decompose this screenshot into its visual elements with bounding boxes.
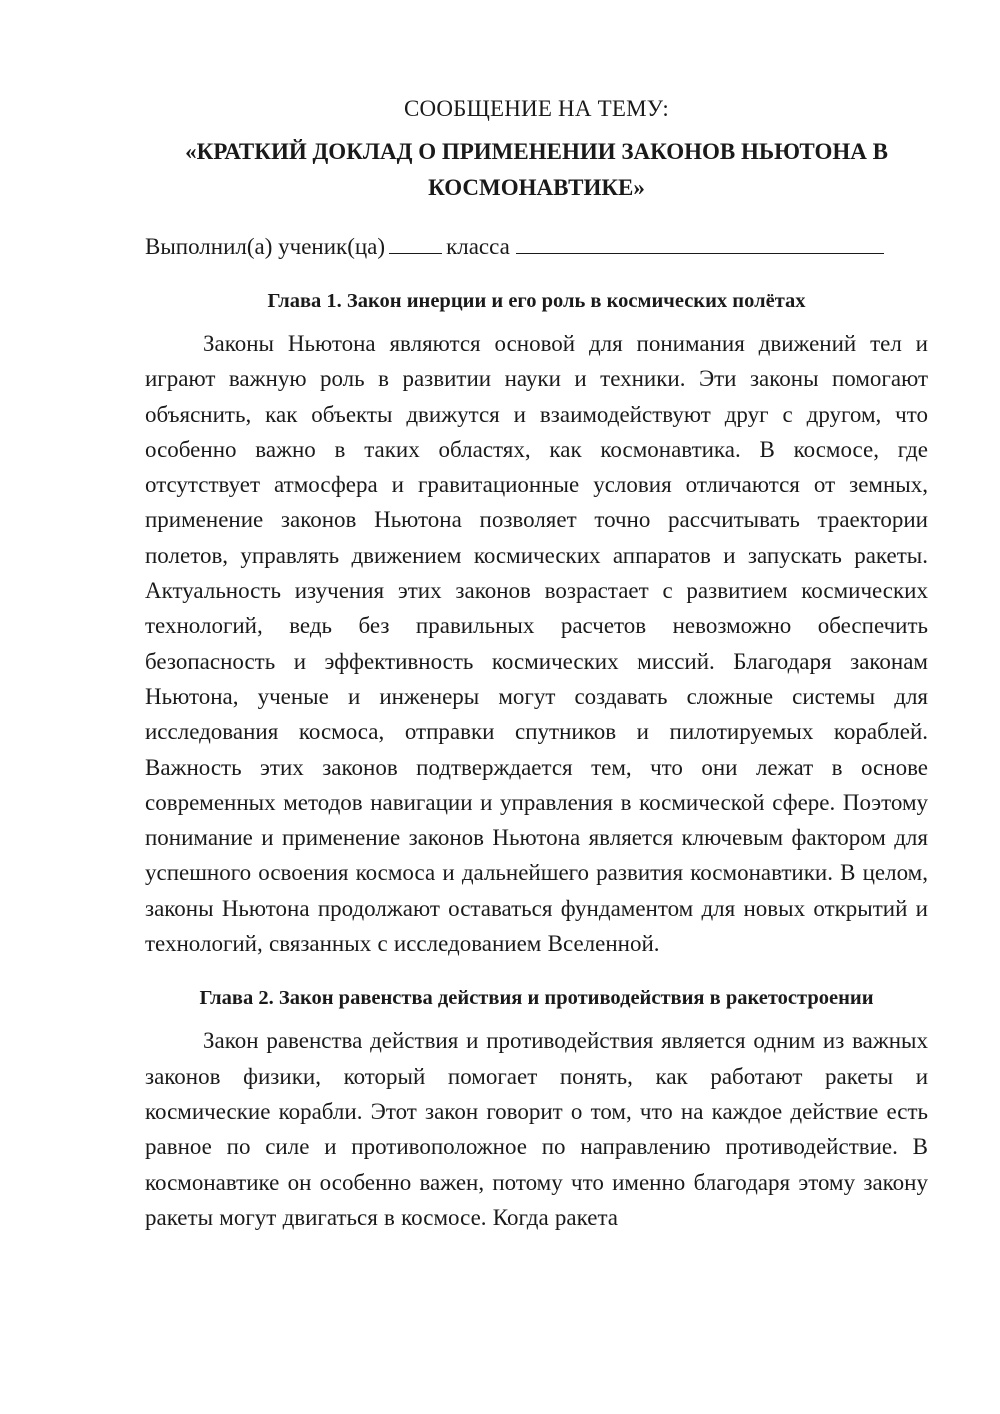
document-header-line: СООБЩЕНИЕ НА ТЕМУ: <box>404 96 669 121</box>
chapter-1-body: Законы Ньютона являются основой для понимания движений тел и играют важную роль в развитии науки и техники. Эти законы помогают объяснить, как объекты движутся и взаимодействуют друг с другом, что особенно важно в таких областях, как космонавтика. В космосе, где отсутствует атмосфера и гравитационные условия отличаются от земных, применение законов Ньютона позволяет точно рассчитывать траектории полетов, управлять движением космических аппаратов и запускать ракеты. Актуальность изучения этих законов возрастает с развитием космических технологий, ведь без правильных расчетов невозможно обеспечить безопасность и эффективность космических миссий. Благодаря законам Ньютона, ученые и инженеры могут создавать сложные системы для исследования космоса, отправки спутников и пилотируемых кораблей. Важность этих законов подтверждается тем, что они лежат в основе современных методов навигации и управления в космической сфере. Поэтому понимание и применение законов Ньютона является ключевым фактором для успешного освоения космоса и дальнейшего развития космонавтики. В целом, законы Ньютона продолжают оставаться фундаментом для новых открытий и технологий, связанных с исследованием Вселенной. <box>145 331 928 957</box>
author-line <box>145 230 928 264</box>
class-label: класса <box>446 234 510 259</box>
chapter-1-heading: Глава 1. Закон инерции и его роль в космических полётах <box>267 290 806 312</box>
document-title: «КРАТКИЙ ДОКЛАД О ПРИМЕНЕНИИ ЗАКОНОВ НЬЮТОНА В КОСМОНАВТИКЕ» <box>185 139 888 200</box>
class-number-blank[interactable] <box>389 231 442 254</box>
chapter-2-heading: Глава 2. Закон равенства действия и противодействия в ракетостроении <box>199 987 874 1010</box>
chapter-2-body: Закон равенства действия и противодействия является одним из важных законов физики, который помогает понять, как работают ракеты и космические корабли. Этот закон говорит о том, что на каждое действие есть равное по силе и противоположное по направлению противодействие. В космонавтике он особенно важен, потому что именно благодаря этому закону ракеты могут двигаться в космосе. Когда ракета <box>145 1028 928 1230</box>
author-prefix: Выполнил(а) ученик(ца) <box>145 234 386 259</box>
student-name-blank[interactable] <box>516 231 884 254</box>
